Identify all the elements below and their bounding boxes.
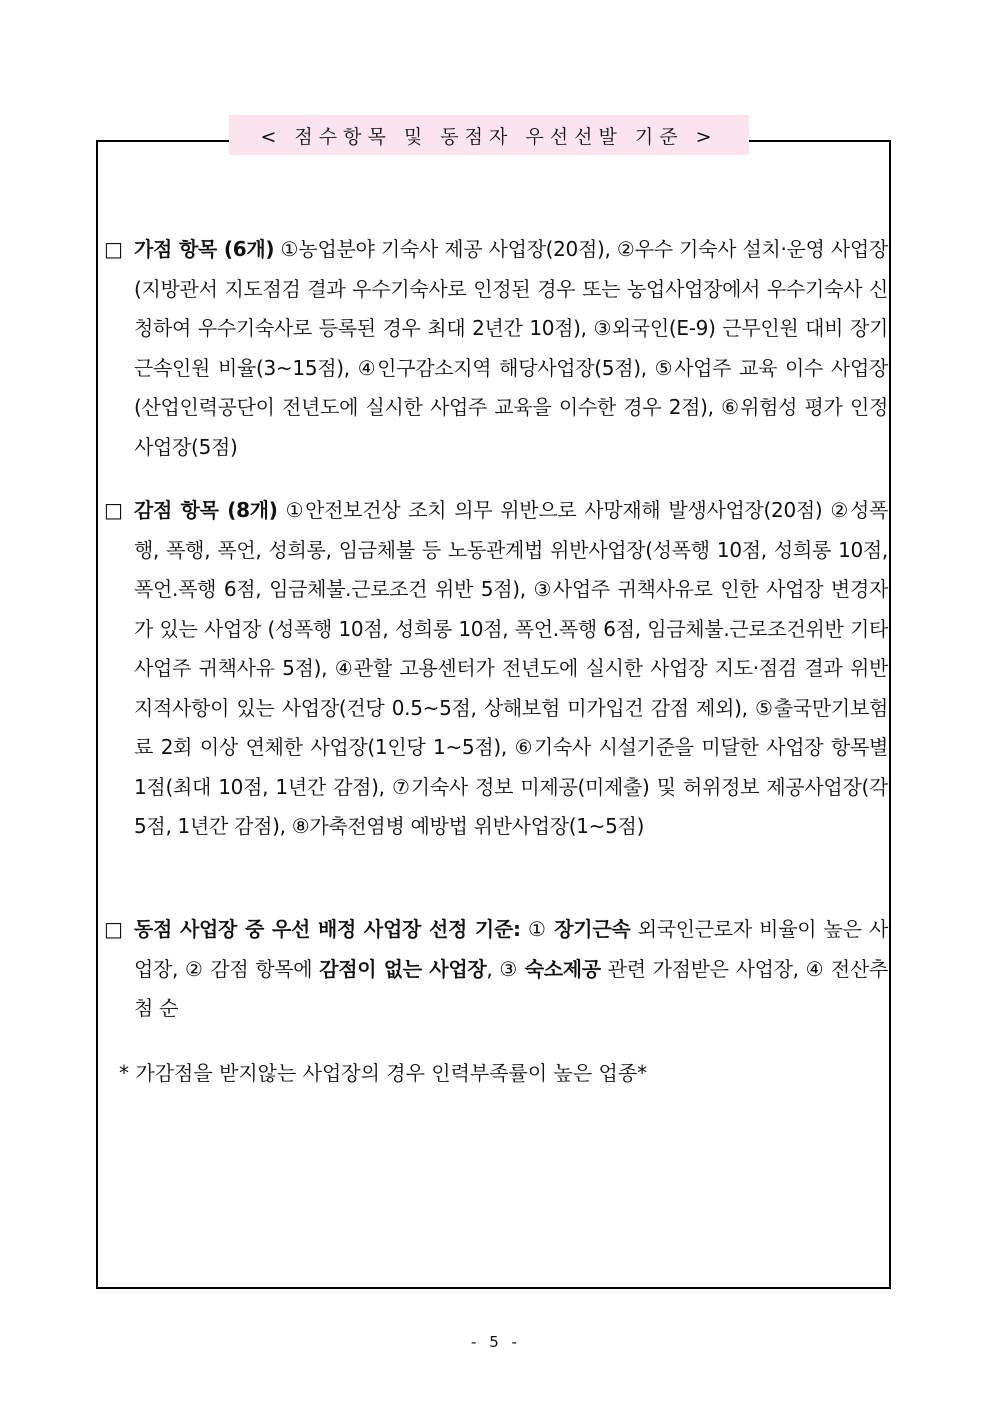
emphasis-housing: 숙소제공 — [524, 956, 601, 981]
section-text: ①안전보건상 조치 의무 위반으로 사망재해 발생사업장(20점) ②성폭행, 폭행, 폭언, 성희롱, 임금체불 등 노동관계법 위반사업장(성폭행 10점, 성희롱 10점, 폭언.폭행 6점, 임금체불.근로조건 위반 5점), ③사업주 귀책사유로 인한 사업장 변경자가 있는 사업장 (성폭행 10점, 성희롱 10점, 폭언.폭행 6점, 임금체불.근로조건위반 기타 사업주 귀책사유 5점), ④관할 고용센터가 전년도에 실시한 사업장 지도·점검 결과 위반 지적사항이 있는 사업장(건당 0.5~5점, 상해보험 미가입건 감점 제외), ⑤출국만기보험료 2회 이상 연체한 사업장(1인당 1~5점), ⑥기숙사 시설기준을 미달한 사업장 항목별 1점(최대 10점, 1년간 감점), ⑦기숙사 정보 미제공(미제출) 및 허위정보 제공사업장(각 5점, 1년간 감점), ⑧가축전염병 예방법 위반사업장(1~5점) — [134, 498, 888, 838]
section-heading: 동점 사업장 중 우선 배정 사업장 선정 기준: — [134, 917, 521, 941]
section-heading: 가점 항목 (6개) — [134, 237, 275, 261]
bonus-items-section — [104, 230, 888, 467]
page-number: - 5 - — [471, 1333, 521, 1351]
section-heading: 감점 항목 (8개) — [134, 498, 278, 522]
checkbox-bullet: □ — [104, 237, 123, 261]
section-text-part: 외국인근로자 비율이 높은 사업장, ② 감점 항목에 — [134, 917, 888, 981]
section-text-part: 관련 가점받은 사업장, ④ 전산추첨 순 — [134, 956, 888, 1020]
tiebreak-section — [104, 910, 888, 1029]
footnote: * 가감점을 받지않는 사업장의 경우 인력부족률이 높은 업종* — [119, 1061, 648, 1085]
box-title: < 점수항목 및 동점자 우선선발 기준 > — [229, 115, 749, 155]
section-text: ①농업분야 기숙사 제공 사업장(20점), ②우수 기숙사 설치·운영 사업장(지방관서 지도점검 결과 우수기숙사로 인정된 경우 또는 농업사업장에서 우수기숙사 신청하여 우수기숙사로 등록된 경우 최대 2년간 10점), ③외국인(E-9) 근무인원 대비 장기근속인원 비율(3~15점), ④인구감소지역 해당사업장(5점), ⑤사업주 교육 이수 사업장(산업인력공단이 전년도에 실시한 사업주 교육을 이수한 경우 2점), ⑥위험성 평가 인정 사업장(5점) — [134, 237, 888, 459]
section-text-part: ① — [520, 917, 555, 941]
emphasis-no-penalty: 감점이 없는 사업장 — [319, 956, 487, 981]
penalty-items-section — [104, 491, 888, 847]
checkbox-bullet: □ — [104, 917, 123, 941]
section-text-part: , ③ — [486, 956, 525, 981]
emphasis-long-term: 장기근속 — [554, 917, 631, 941]
checkbox-bullet: □ — [104, 498, 123, 522]
